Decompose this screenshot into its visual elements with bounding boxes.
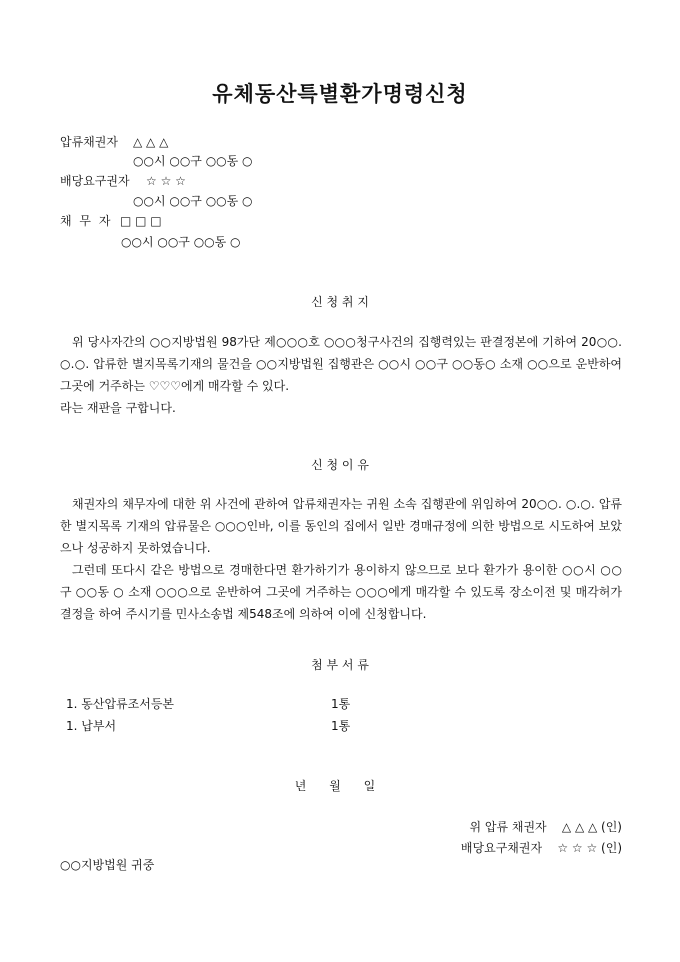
attachments-heading: 첨 부 서 류 <box>311 658 369 672</box>
signature-claimant: 배당요구채권자 ☆ ☆ ☆ (인) <box>460 841 622 855</box>
reason-heading: 신 청 이 유 <box>311 458 369 472</box>
purpose-body: 위 당사자간의 ○○지방법원 98가단 제○○○호 ○○○청구사건의 집행력있는 판결정본에 기하여 20○○. ○.○. 압류한 별지목록기재의 물건을 ○○지방법원 집행관은 ○○시 ○○구 ○○동○ 소재 ○○으로 운반하여 그곳에 거주하는 ♡♡♡에게 매각할 수 있다. <box>60 335 622 393</box>
purpose-closing: 라는 재판을 구합니다. <box>60 401 176 415</box>
reason-paragraph-2: 그런데 또다시 같은 방법으로 경매한다면 환가하기가 용이하지 않으므로 보다 환가가 용이한 ○○시 ○○구 ○○동 ○ 소재 ○○○으로 운반하여 그곳에 거주하는 ○○○에게 매각할 수 있도록 장소이전 및 매각허가결정을 하여 주시기를 민사소송법 제548조에 의하여 이에 신청합니다. <box>60 563 622 621</box>
signature-creditor: 위 압류 채권자 △ △ △ (인) <box>469 820 622 834</box>
date-line: 년 월 일 <box>294 779 376 793</box>
claimant-label: 배당요구권자 <box>60 174 130 188</box>
reason-section <box>60 493 622 625</box>
document-title: 유체동산특별환가명령신청 <box>212 81 468 106</box>
debtor-label: 채 무 자 <box>60 214 113 228</box>
debtor-name: □ □ □ <box>120 214 162 228</box>
attachment-item-name: 1. 동산압류조서등본 <box>66 697 175 711</box>
debtor-address: ○○시 ○○구 ○○동 ○ <box>121 235 241 249</box>
creditor-address: ○○시 ○○구 ○○동 ○ <box>133 154 253 168</box>
purpose-heading: 신 청 취 지 <box>311 295 369 309</box>
reason-paragraph-1: 채권자의 채무자에 대한 위 사건에 관하여 압류채권자는 귀원 소속 집행관에 위임하여 20○○. ○.○. 압류한 별지목록 기재의 압류물은 ○○○인바, 이를 동인의 집에서 일반 경매규정에 의한 방법으로 시도하여 보았으나 성공하지 못하였습니다. <box>60 497 622 555</box>
attachment-item-count: 1통 <box>331 697 351 711</box>
purpose-section <box>60 331 622 419</box>
creditor-name: △ △ △ <box>133 135 169 149</box>
claimant-name: ☆ ☆ ☆ <box>146 174 186 188</box>
creditor-label: 압류채권자 <box>60 135 118 149</box>
attachment-item-count: 1통 <box>331 719 351 733</box>
claimant-address: ○○시 ○○구 ○○동 ○ <box>133 194 253 208</box>
court-addressee: ○○지방법원 귀중 <box>60 858 155 872</box>
attachment-item-name: 1. 납부서 <box>66 719 117 733</box>
